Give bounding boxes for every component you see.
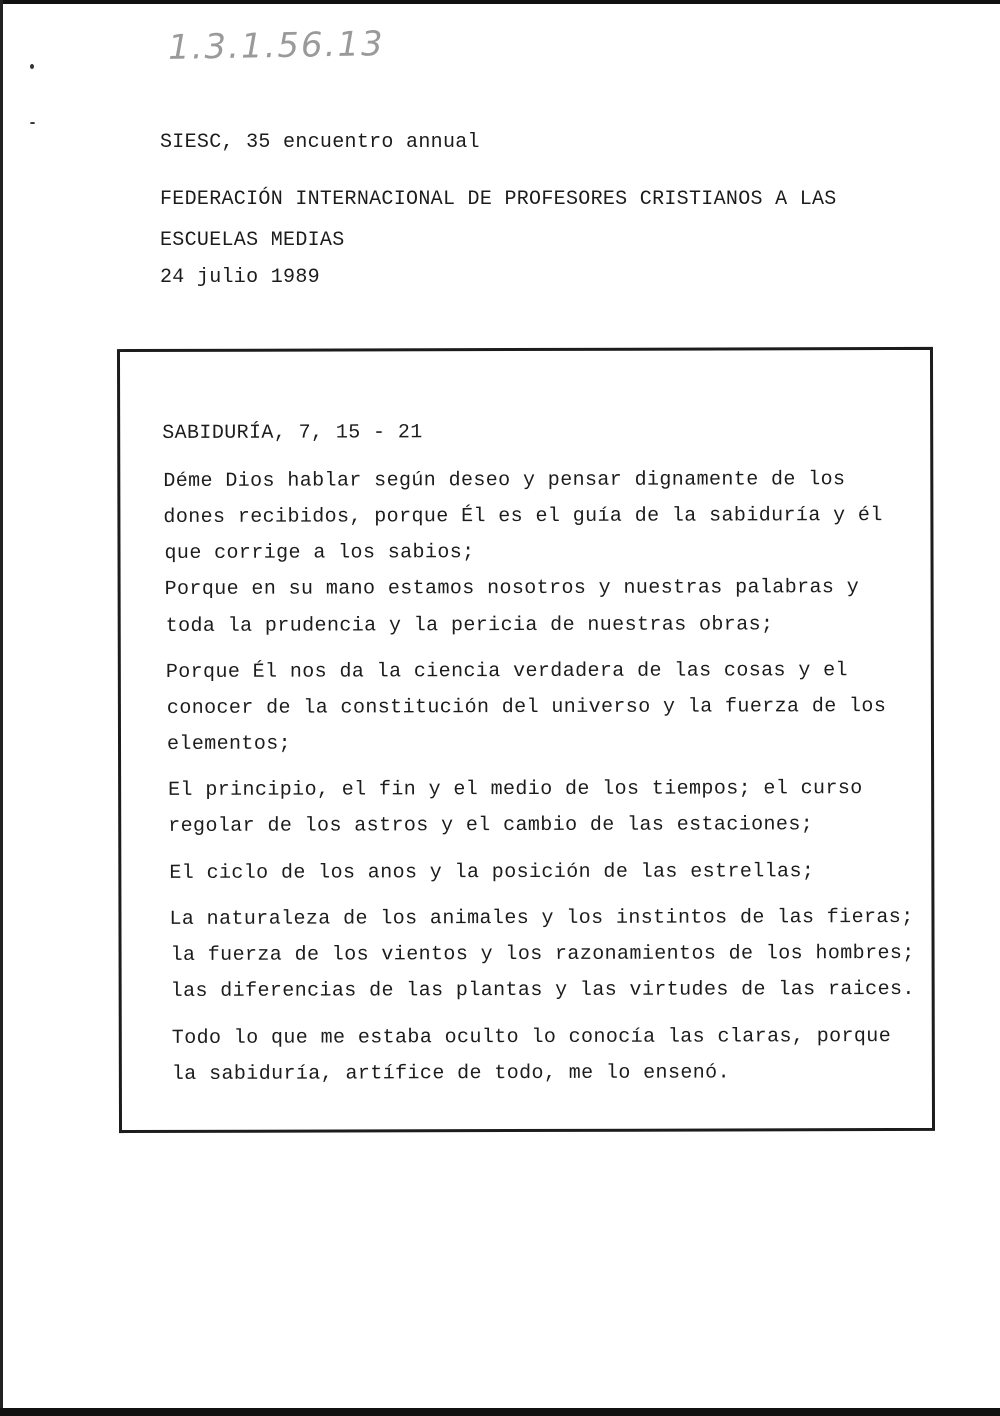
federation-name-line1: FEDERACIÓN INTERNACIONAL DE PROFESORES CRISTIANOS A LAS — [160, 188, 837, 211]
reading-line: la sabiduría, artífice de todo, me lo ensenó. — [171, 1061, 730, 1086]
event-title: SIESC, 35 encuentro annual — [160, 131, 480, 154]
scan-speck — [30, 122, 35, 124]
reading-line: Todo lo que me estaba oculto lo conocía las claras, porque — [171, 1025, 892, 1050]
reading-line: elementos; — [166, 732, 292, 756]
reading-line: Porque Él nos da la ciencia verdadera de las cosas y el — [165, 659, 848, 684]
federation-name-line2: ESCUELAS MEDIAS — [160, 229, 345, 252]
reading-line: El ciclo de los anos y la posición de las estrellas; — [169, 860, 815, 885]
reading-line: la fuerza de los vientos y los razonamientos de los hombres; — [170, 941, 915, 967]
reading-line: conocer de la constitución del universo y la fuerza de los — [166, 695, 887, 720]
reading-line: dones recibidos, porque Él es el guía de la sabiduría y él — [163, 504, 883, 529]
document-date: 24 julio 1989 — [160, 266, 320, 289]
reading-line: Déme Dios hablar según deseo y pensar dignamente de los — [163, 468, 846, 493]
reading-box — [117, 347, 935, 1133]
reading-line: que corrige a los sabios; — [164, 541, 475, 565]
reading-line: El principio, el fin y el medio de los tiempos; el curso — [168, 777, 863, 802]
reading-line: las diferencias de las plantas y las virtudes de las raices. — [170, 977, 915, 1003]
reading-line: Porque en su mano estamos nosotros y nuestras palabras y — [164, 576, 860, 601]
scan-edge-top — [0, 0, 1000, 4]
reading-line: regolar de los astros y el cambio de las estaciones; — [168, 813, 814, 838]
scan-speck — [30, 64, 34, 69]
reading-line: toda la prudencia y la pericia de nuestras obras; — [165, 613, 774, 638]
scan-edge-bottom — [0, 1408, 1000, 1416]
archive-number: 1.3.1.56.13 — [167, 24, 385, 68]
reading-title: SABIDURÍA, 7, 15 - 21 — [162, 421, 423, 445]
scan-edge-left — [0, 0, 3, 1416]
reading-line: La naturaleza de los animales y los instintos de las fieras; — [169, 905, 914, 931]
